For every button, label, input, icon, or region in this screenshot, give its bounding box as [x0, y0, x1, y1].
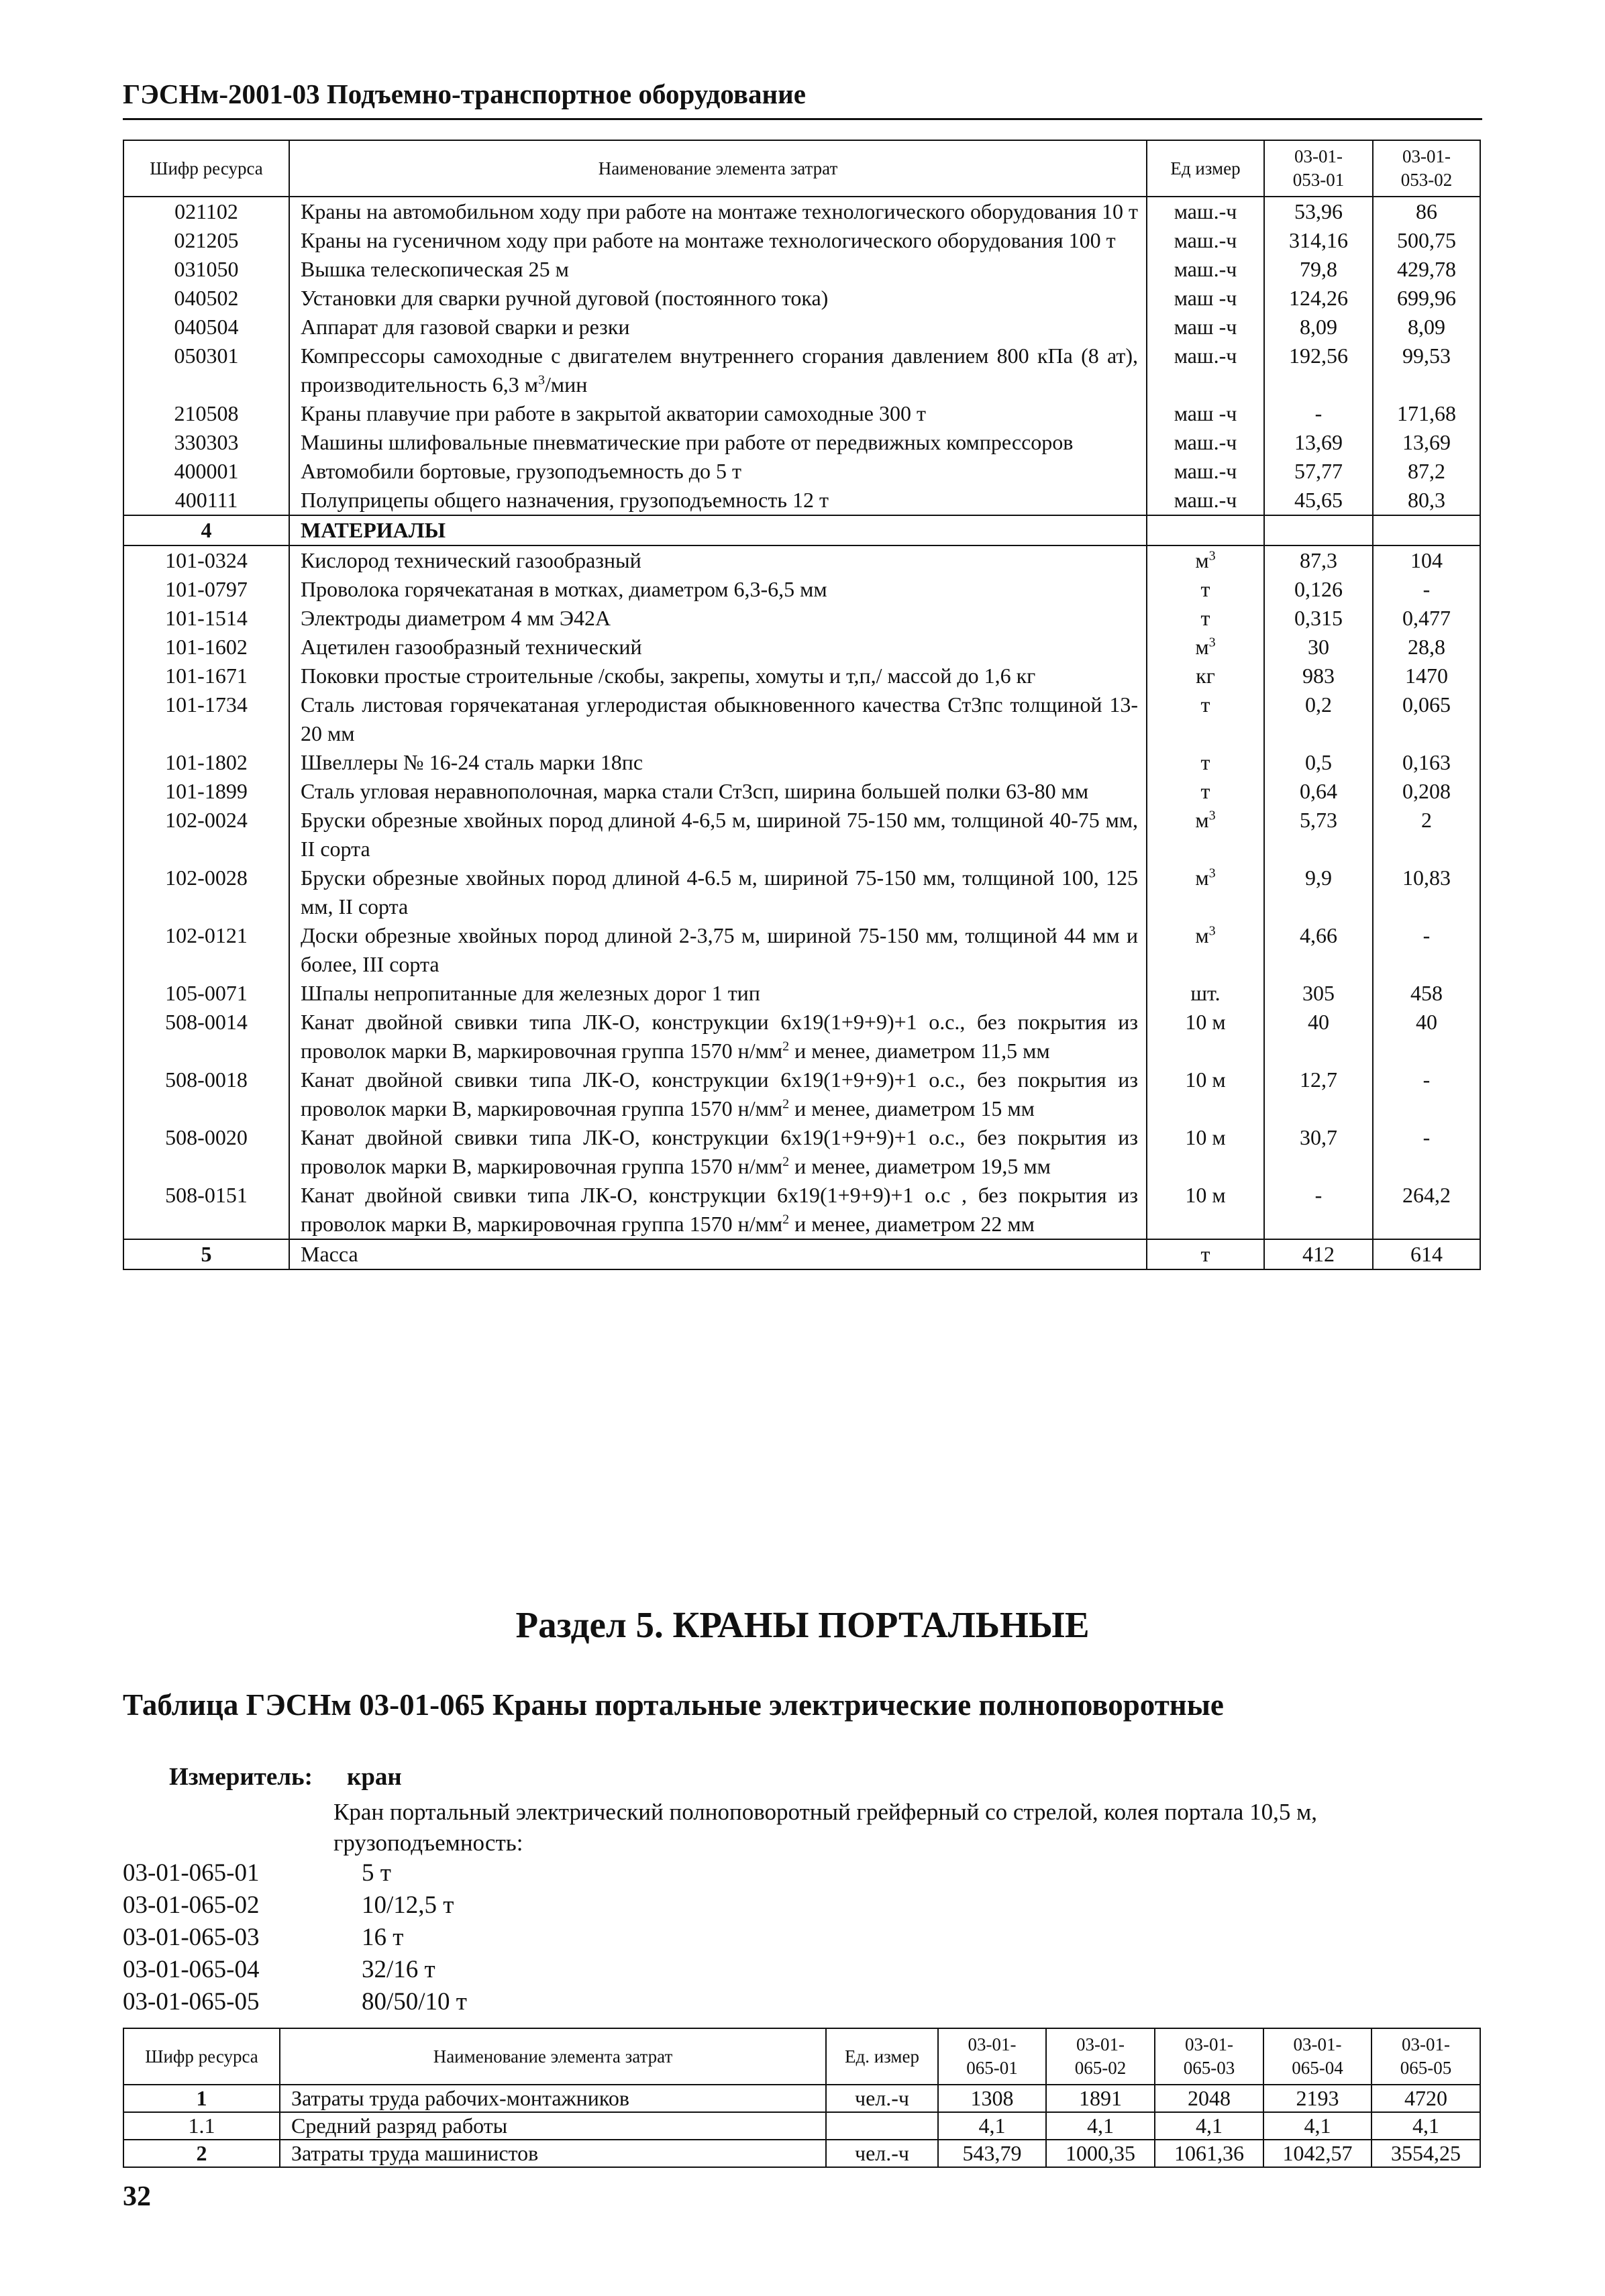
resource-code: 210508 [123, 399, 289, 428]
unit: $м^3$ [1147, 545, 1264, 575]
unit [826, 2112, 938, 2140]
value-053-02: 0,208 [1373, 777, 1480, 806]
value-053-01: 87,3 [1264, 545, 1373, 575]
unit: 10 м [1147, 1181, 1264, 1239]
table-row [123, 342, 1480, 399]
unit: $м^3$ [1147, 864, 1264, 921]
resource-name: Краны на гусеничном ходу при работе на монтаже технологического оборудования 100 т [289, 226, 1147, 255]
resource-name: Канат двойной свивки типа ЛК-О, конструкции 6х19(1+9+9)+1 о.с., без покрытия из проволок марки В, маркировочная группа 1570 $н/мм^2$ и менее, диаметром 11,5 мм [289, 1008, 1147, 1065]
value-053-02: 0,065 [1373, 690, 1480, 748]
resource-name: Полуприцепы общего назначения, грузоподъемность 12 т [289, 486, 1147, 515]
value-053-02: 99,53 [1373, 342, 1480, 399]
meter-value: кран [347, 1763, 402, 1791]
col-header-053-02: 03-01- 053-02 [1373, 140, 1480, 197]
value-065-01: 1308 [938, 2085, 1046, 2112]
col-header-name: Наименование элемента затрат [280, 2028, 826, 2085]
value-053-01: - [1264, 399, 1373, 428]
resource-code: 021205 [123, 226, 289, 255]
value-053-02: 500,75 [1373, 226, 1480, 255]
unit: кг [1147, 662, 1264, 690]
variant-item: 03-01-065-05 80/50/10 т [123, 1988, 467, 2016]
value-053-01: 30 [1264, 633, 1373, 662]
value-053-02: 1470 [1373, 662, 1480, 690]
value-053-02: 429,78 [1373, 255, 1480, 284]
table-row [123, 979, 1480, 1008]
value-065-03: 2048 [1155, 2085, 1263, 2112]
unit: чел.-ч [826, 2085, 938, 2112]
table-row [123, 662, 1480, 690]
resource-name: Автомобили бортовые, грузоподъемность до 5 т [289, 457, 1147, 486]
resource-code: 105-0071 [123, 979, 289, 1008]
table-row [123, 604, 1480, 633]
unit: маш.-ч [1147, 255, 1264, 284]
resource-code: 102-0024 [123, 806, 289, 864]
value-053-01: 13,69 [1264, 428, 1373, 457]
table-row [123, 575, 1480, 604]
table-row [123, 457, 1480, 486]
resource-name: Средний разряд работы [280, 2112, 826, 2140]
value-053-01: - [1264, 1181, 1373, 1239]
value-053-02: 86 [1373, 197, 1480, 226]
col-header-065-03: 03-01- 065-03 [1155, 2028, 1263, 2085]
section-row-materials [123, 515, 1480, 545]
value-053-01: 192,56 [1264, 342, 1373, 399]
resource-code: 031050 [123, 255, 289, 284]
value-065-01: 4,1 [938, 2112, 1046, 2140]
resource-name: Затраты труда рабочих-монтажников [280, 2085, 826, 2112]
unit: т [1147, 777, 1264, 806]
resource-name: Кислород технический газообразный [289, 545, 1147, 575]
resource-name: Краны на автомобильном ходу при работе на монтаже технологического оборудования 10 т [289, 197, 1147, 226]
value-053-02: 0,163 [1373, 748, 1480, 777]
resource-code: 101-1602 [123, 633, 289, 662]
value-053-02: 13,69 [1373, 428, 1480, 457]
table-row [123, 255, 1480, 284]
value-053-01: 53,96 [1264, 197, 1373, 226]
table-row [123, 1123, 1480, 1181]
variant-item: 03-01-065-04 32/16 т [123, 1956, 435, 1983]
unit: маш.-ч [1147, 486, 1264, 515]
resource-name: Масса [289, 1239, 1147, 1269]
value-053-01: 0,2 [1264, 690, 1373, 748]
col-header-name: Наименование элемента затрат [289, 140, 1147, 197]
value-065-04: 1042,57 [1263, 2140, 1371, 2167]
col-header-053-01: 03-01- 053-01 [1264, 140, 1373, 197]
value-065-01: 543,79 [938, 2140, 1046, 2167]
resource-code: 1 [123, 2085, 280, 2112]
unit: маш.-ч [1147, 457, 1264, 486]
unit: $м^3$ [1147, 806, 1264, 864]
resource-code: 508-0151 [123, 1181, 289, 1239]
value-053-02: 614 [1373, 1239, 1480, 1269]
unit: 10 м [1147, 1065, 1264, 1123]
value-053-01: 0,315 [1264, 604, 1373, 633]
value-053-01: 45,65 [1264, 486, 1373, 515]
unit: т [1147, 690, 1264, 748]
unit: т [1147, 575, 1264, 604]
value-053-01: 9,9 [1264, 864, 1373, 921]
value-053-02: 10,83 [1373, 864, 1480, 921]
value-053-01: 983 [1264, 662, 1373, 690]
value-053-01: 30,7 [1264, 1123, 1373, 1181]
col-header-code: Шифр ресурса [123, 2028, 280, 2085]
table-row [123, 428, 1480, 457]
value-053-02: - [1373, 1123, 1480, 1181]
unit: маш -ч [1147, 399, 1264, 428]
value-053-01: 4,66 [1264, 921, 1373, 979]
section-code: 4 [123, 515, 289, 545]
unit: 10 м [1147, 1123, 1264, 1181]
value-053-02: - [1373, 575, 1480, 604]
resource-code: 508-0020 [123, 1123, 289, 1181]
resource-code: 400001 [123, 457, 289, 486]
resource-name: Краны плавучие при работе в закрытой акватории самоходные 300 т [289, 399, 1147, 428]
table-row [123, 748, 1480, 777]
table-row [123, 633, 1480, 662]
value-053-01: 0,126 [1264, 575, 1373, 604]
value-053-01: 8,09 [1264, 313, 1373, 342]
table-row [123, 486, 1480, 515]
table-row [123, 1008, 1480, 1065]
table-row [123, 313, 1480, 342]
value-053-02: 8,09 [1373, 313, 1480, 342]
value-053-02: 458 [1373, 979, 1480, 1008]
table-row [123, 284, 1480, 313]
resource-name: Аппарат для газовой сварки и резки [289, 313, 1147, 342]
value-065-04: 2193 [1263, 2085, 1371, 2112]
resource-name: Поковки простые строительные /скобы, закрепы, хомуты и т,п,/ массой до 1,6 кг [289, 662, 1147, 690]
resource-name: Вышка телескопическая 25 м [289, 255, 1147, 284]
table-row [123, 777, 1480, 806]
value-053-01: 57,77 [1264, 457, 1373, 486]
unit: маш.-ч [1147, 342, 1264, 399]
table-row [123, 806, 1480, 864]
unit: маш.-ч [1147, 197, 1264, 226]
resource-name: Ацетилен газообразный технический [289, 633, 1147, 662]
resource-code: 1.1 [123, 2112, 280, 2140]
table-row-mass [123, 1239, 1480, 1269]
resource-code: 101-0324 [123, 545, 289, 575]
table-row [123, 864, 1480, 921]
value-053-01: 40 [1264, 1008, 1373, 1065]
table-row [123, 1181, 1480, 1239]
resource-name: Бруски обрезные хвойных пород длиной 4-6.5 м, шириной 75-150 мм, толщиной 100, 125 мм, II сорта [289, 864, 1147, 921]
unit: т [1147, 748, 1264, 777]
resource-code: 040502 [123, 284, 289, 313]
resource-code: 101-0797 [123, 575, 289, 604]
value-065-05: 3554,25 [1371, 2140, 1480, 2167]
resource-code: 330303 [123, 428, 289, 457]
unit: т [1147, 1239, 1264, 1269]
unit: маш.-ч [1147, 226, 1264, 255]
value-053-02: 264,2 [1373, 1181, 1480, 1239]
table-row [123, 690, 1480, 748]
labor-table-065 [123, 2028, 1481, 2168]
value-053-02: - [1373, 921, 1480, 979]
value-065-05: 4720 [1371, 2085, 1480, 2112]
resource-name: Машины шлифовальные пневматические при работе от передвижных компрессоров [289, 428, 1147, 457]
unit: маш -ч [1147, 313, 1264, 342]
value-053-02: - [1373, 1065, 1480, 1123]
unit: маш -ч [1147, 284, 1264, 313]
unit: чел.-ч [826, 2140, 938, 2167]
value-065-02: 1000,35 [1046, 2140, 1155, 2167]
value-053-01: 124,26 [1264, 284, 1373, 313]
value-053-02: 80,3 [1373, 486, 1480, 515]
page-number: 32 [123, 2181, 151, 2212]
resource-name: Швеллеры № 16-24 сталь марки 18пс [289, 748, 1147, 777]
unit: 10 м [1147, 1008, 1264, 1065]
resource-code: 101-1802 [123, 748, 289, 777]
unit: шт. [1147, 979, 1264, 1008]
resource-code: 040504 [123, 313, 289, 342]
table-row [123, 2112, 1480, 2140]
resource-name: Сталь листовая горячекатаная углеродистая обыкновенного качества Ст3пс толщиной 13-20 мм [289, 690, 1147, 748]
col-header-065-04: 03-01- 065-04 [1263, 2028, 1371, 2085]
table-row [123, 399, 1480, 428]
value-053-01: 314,16 [1264, 226, 1373, 255]
header-rule [123, 118, 1482, 120]
resource-code: 508-0018 [123, 1065, 289, 1123]
unit: т [1147, 604, 1264, 633]
meter-label: Измеритель: [169, 1763, 313, 1791]
value-053-02: 0,477 [1373, 604, 1480, 633]
resource-code: 2 [123, 2140, 280, 2167]
value-053-02: 2 [1373, 806, 1480, 864]
resource-code: 5 [123, 1239, 289, 1269]
resource-code: 021102 [123, 197, 289, 226]
value-053-01: 0,64 [1264, 777, 1373, 806]
table-row [123, 226, 1480, 255]
table-row [123, 545, 1480, 575]
value-053-02: 28,8 [1373, 633, 1480, 662]
table-title: Таблица ГЭСНм 03-01-065 Краны портальные электрические полноповоротные [123, 1688, 1224, 1722]
unit: маш.-ч [1147, 428, 1264, 457]
resource-code: 400111 [123, 486, 289, 515]
resource-name: Канат двойной свивки типа ЛК-О, конструкции 6х19(1+9+9)+1 о.с., без покрытия из проволок марки В, маркировочная группа 1570 $н/мм^2$ и менее, диаметром 19,5 мм [289, 1123, 1147, 1181]
unit: $м^3$ [1147, 921, 1264, 979]
value-053-01: 412 [1264, 1239, 1373, 1269]
resource-code: 508-0014 [123, 1008, 289, 1065]
variant-item: 03-01-065-01 5 т [123, 1859, 391, 1887]
value-053-01: 79,8 [1264, 255, 1373, 284]
resource-code: 102-0028 [123, 864, 289, 921]
value-065-02: 4,1 [1046, 2112, 1155, 2140]
resource-name: Канат двойной свивки типа ЛК-О, конструкции 6х19(1+9+9)+1 о.с , без покрытия из проволок марки В, маркировочная группа 1570 $н/мм^2$ и менее, диаметром 22 мм [289, 1181, 1147, 1239]
value-053-02: 40 [1373, 1008, 1480, 1065]
resource-code: 101-1671 [123, 662, 289, 690]
value-053-02: 104 [1373, 545, 1480, 575]
table-row [123, 2085, 1480, 2112]
resources-table-053 [123, 140, 1481, 1270]
resource-code: 101-1514 [123, 604, 289, 633]
section-title: Раздел 5. КРАНЫ ПОРТАЛЬНЫЕ [515, 1604, 1090, 1645]
resource-name: Электроды диаметром 4 мм Э42А [289, 604, 1147, 633]
resource-name: Доски обрезные хвойных пород длиной 2-3,75 м, шириной 75-150 мм, толщиной 44 мм и более, III сорта [289, 921, 1147, 979]
variant-item: 03-01-065-03 16 т [123, 1924, 404, 1951]
table-row [123, 197, 1480, 226]
table-row [123, 921, 1480, 979]
section-title: МАТЕРИАЛЫ [289, 515, 1147, 545]
value-053-01: 5,73 [1264, 806, 1373, 864]
table-row [123, 1065, 1480, 1123]
value-065-03: 1061,36 [1155, 2140, 1263, 2167]
value-053-01: 0,5 [1264, 748, 1373, 777]
col-header-code: Шифр ресурса [123, 140, 289, 197]
value-053-01: 12,7 [1264, 1065, 1373, 1123]
value-065-03: 4,1 [1155, 2112, 1263, 2140]
resource-name: Проволока горячекатаная в мотках, диаметром 6,3-6,5 мм [289, 575, 1147, 604]
value-053-02: 171,68 [1373, 399, 1480, 428]
col-header-unit: Ед измер [1147, 140, 1264, 197]
resource-code: 102-0121 [123, 921, 289, 979]
crane-description: Кран портальный электрический полноповоротный грейферный со стрелой, колея портала 10,5 м, грузоподъемность: [333, 1799, 1317, 1856]
resource-name: Установки для сварки ручной дуговой (постоянного тока) [289, 284, 1147, 313]
value-053-01: 305 [1264, 979, 1373, 1008]
table-row [123, 2140, 1480, 2167]
resource-code: 050301 [123, 342, 289, 399]
value-065-04: 4,1 [1263, 2112, 1371, 2140]
resource-name: Затраты труда машинистов [280, 2140, 826, 2167]
resource-name: Шпалы непропитанные для железных дорог 1 тип [289, 979, 1147, 1008]
resource-code: 101-1899 [123, 777, 289, 806]
value-053-02: 87,2 [1373, 457, 1480, 486]
resource-name: Сталь угловая неравнополочная, марка стали Ст3сп, ширина большей полки 63-80 мм [289, 777, 1147, 806]
value-065-02: 1891 [1046, 2085, 1155, 2112]
col-header-065-01: 03-01- 065-01 [938, 2028, 1046, 2085]
col-header-065-05: 03-01- 065-05 [1371, 2028, 1480, 2085]
col-header-unit: Ед. измер [826, 2028, 938, 2085]
resource-name: Компрессоры самоходные с двигателем внутреннего сгорания давлением 800 кПа (8 ат), производительность 6,3 $м^3$/мин [289, 342, 1147, 399]
resource-name: Канат двойной свивки типа ЛК-О, конструкции 6х19(1+9+9)+1 о.с., без покрытия из проволок марки В, маркировочная группа 1570 $н/мм^2$ и менее, диаметром 15 мм [289, 1065, 1147, 1123]
unit: $м^3$ [1147, 633, 1264, 662]
resource-code: 101-1734 [123, 690, 289, 748]
col-header-065-02: 03-01- 065-02 [1046, 2028, 1155, 2085]
value-053-02: 699,96 [1373, 284, 1480, 313]
page-header-title: ГЭСНм-2001-03 Подъемно-транспортное оборудование [123, 79, 806, 109]
variant-item: 03-01-065-02 10/12,5 т [123, 1891, 454, 1919]
value-065-05: 4,1 [1371, 2112, 1480, 2140]
resource-name: Бруски обрезные хвойных пород длиной 4-6,5 м, шириной 75-150 мм, толщиной 40-75 мм, II сорта [289, 806, 1147, 864]
